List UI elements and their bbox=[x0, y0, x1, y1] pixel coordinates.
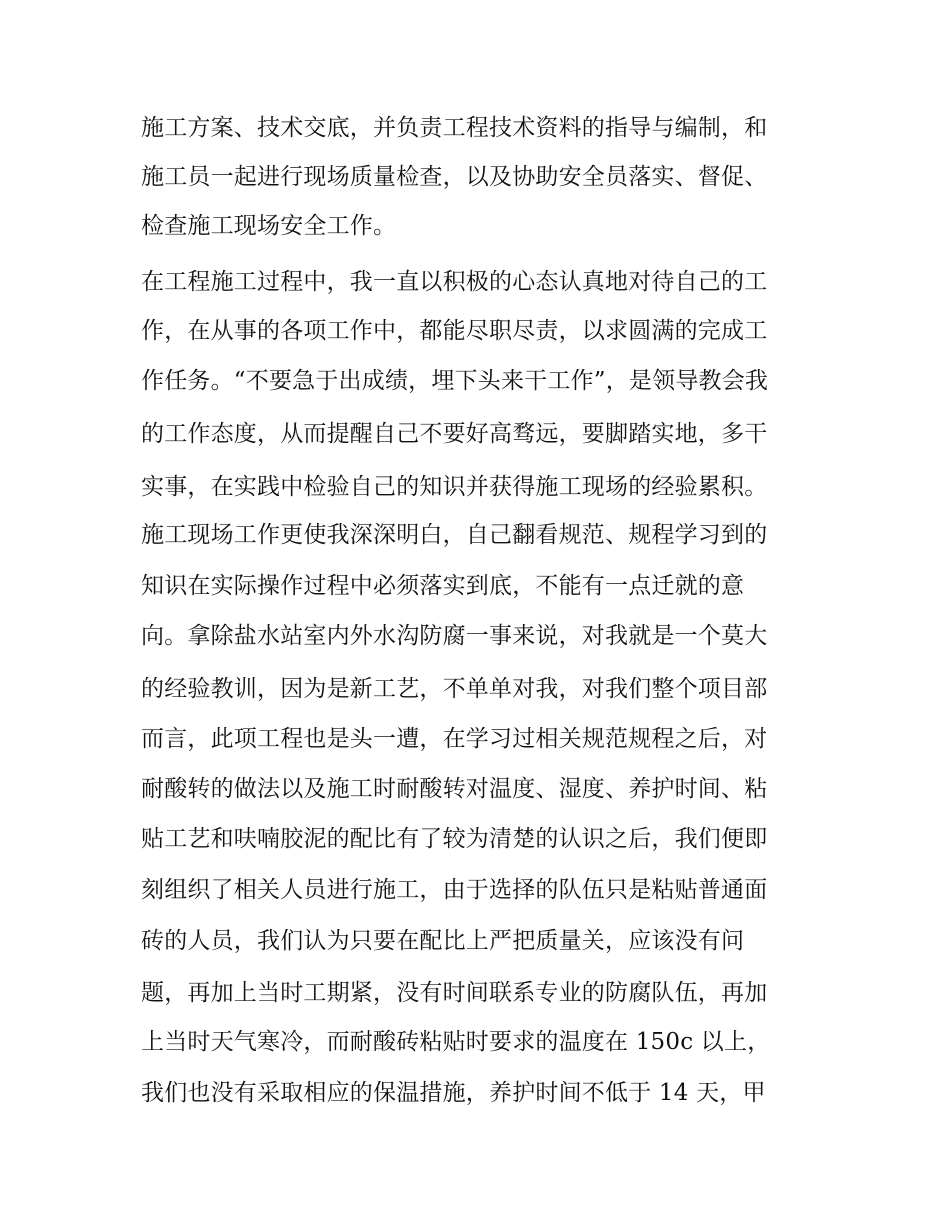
text-line: 贴工艺和呋喃胶泥的配比有了较为清楚的认识之后，我们便即 bbox=[141, 826, 768, 852]
text-line: 上当时天气寒冷，而耐酸砖粘贴时要求的温度在 150c 以上， bbox=[141, 1029, 771, 1055]
text-line: 向。拿除盐水站室内外水沟防腐一事来说，对我就是一个莫大 bbox=[141, 623, 768, 649]
text-line: 施工现场工作更使我深深明白，自己翻看规范、规程学习到的 bbox=[141, 522, 768, 548]
text-line: 耐酸转的做法以及施工时耐酸转对温度、湿度、养护时间、粘 bbox=[141, 776, 768, 802]
text-line: 施工方案、技术交底，并负责工程技术资料的指导与编制，和 bbox=[141, 115, 768, 141]
text-line: 题，再加上当时工期紧，没有时间联系专业的防腐队伍，再加 bbox=[141, 980, 768, 1006]
text-line: 砖的人员，我们认为只要在配比上严把质量关，应该没有问 bbox=[141, 928, 745, 954]
text-line: 施工员一起进行现场质量检查，以及协助安全员落实、督促、 bbox=[141, 164, 768, 190]
text-line: 作，在从事的各项工作中，都能尽职尽责，以求圆满的完成工 bbox=[141, 318, 768, 344]
text-line: 作任务。“不要急于出成绩，埋下头来干工作”，是领导教会我 bbox=[141, 368, 769, 394]
text-line: 我们也没有采取相应的保温措施，养护时间不低于 14 天，甲 bbox=[141, 1080, 766, 1106]
text-line: 而言，此项工程也是头一遭，在学习过相关规范规程之后，对 bbox=[141, 726, 768, 752]
text-line: 检查施工现场安全工作。 bbox=[141, 213, 397, 239]
text-line: 知识在实际操作过程中必须落实到底，不能有一点迁就的意 bbox=[141, 573, 745, 599]
text-line: 在工程施工过程中，我一直以积极的心态认真地对待自己的工 bbox=[141, 269, 768, 295]
text-line: 的经验教训，因为是新工艺，不单单对我，对我们整个项目部 bbox=[141, 676, 768, 702]
text-line: 刻组织了相关人员进行施工，由于选择的队伍只是粘贴普通面 bbox=[141, 877, 768, 903]
text-line: 实事，在实践中检验自己的知识并获得施工现场的经验累积。 bbox=[141, 474, 768, 500]
text-line: 的工作态度，从而提醒自己不要好高骛远，要脚踏实地，多干 bbox=[141, 421, 768, 447]
